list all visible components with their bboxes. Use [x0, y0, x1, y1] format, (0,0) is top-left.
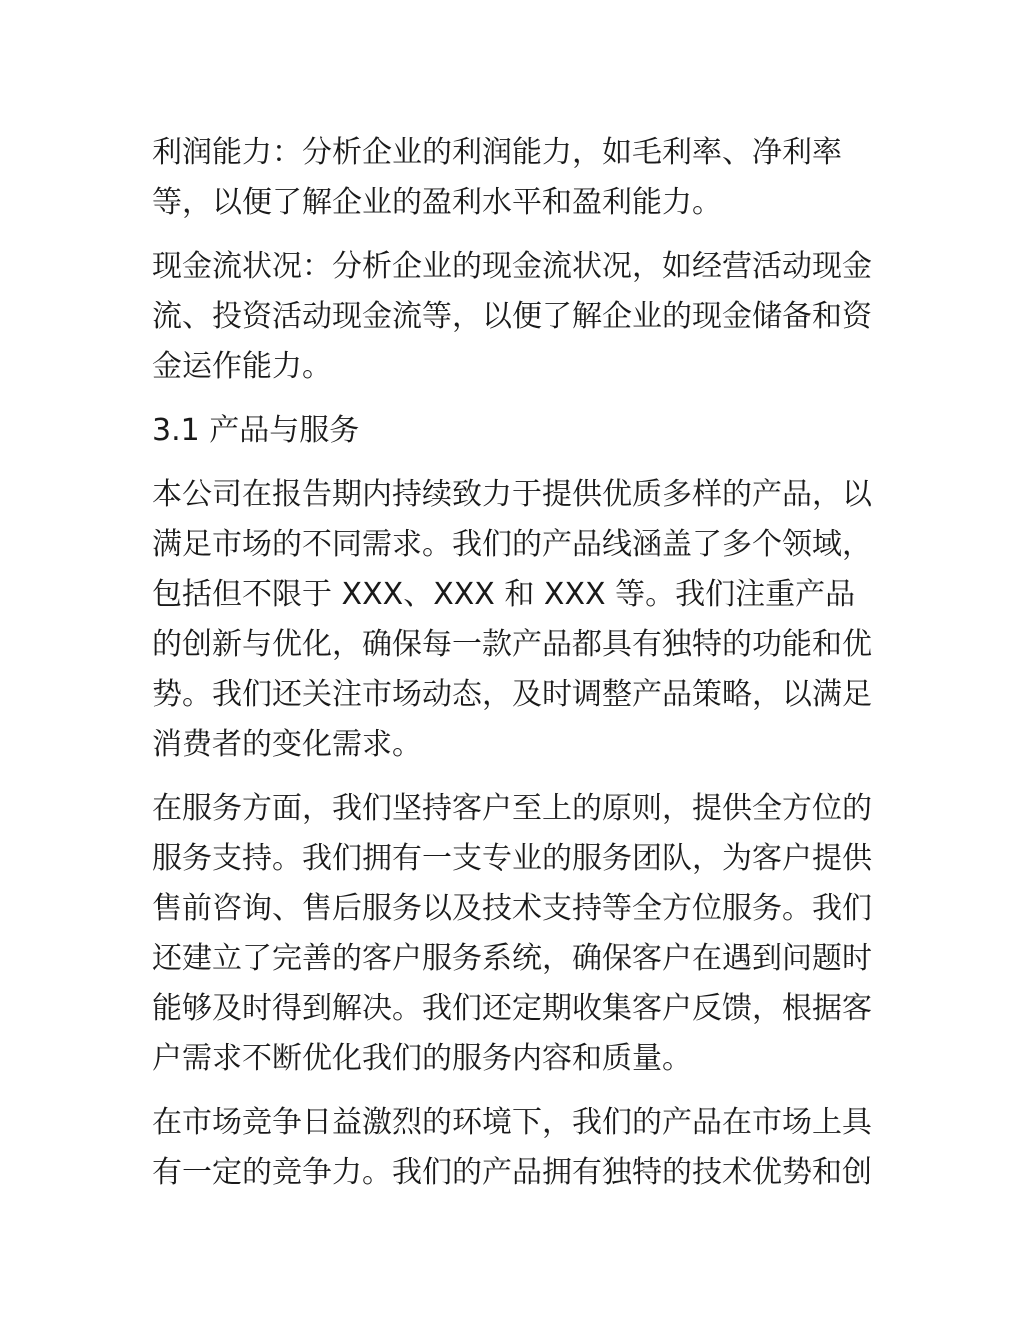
document-body [152, 128, 876, 1212]
paragraph-products: 本公司在报告期内持续致力于提供优质多样的产品，以 满足市场的不同需求。我们的产品线涵盖了多个领域， 包括但不限于 XXX、XXX 和 XXX 等。我们注重产品 的创新与优化，确保每一款产品都具有独特的功能和优 势。我们还关注市场动态，及时调整产品策略，以满足 消费者的变化需求。 [152, 477, 872, 762]
paragraph-cash-flow: 现金流状况：分析企业的现金流状况，如经营活动现金 流、投资活动现金流等，以便了解企业的现金储备和资 金运作能力。 [152, 249, 872, 384]
section-heading: 3.1 产品与服务 [152, 413, 360, 448]
paragraph-profitability: 利润能力：分析企业的利润能力，如毛利率、净利率 等，以便了解企业的盈利水平和盈利能力。 [152, 135, 842, 220]
paragraph-services: 在服务方面，我们坚持客户至上的原则，提供全方位的 服务支持。我们拥有一支专业的服务团队，为客户提供 售前咨询、售后服务以及技术支持等全方位服务。我们 还建立了完善的客户服务系统，确保客户在遇到问题时 能够及时得到解决。我们还定期收集客户反馈，根据客 户需求不断优化我们的服务内容和质量。 [152, 791, 872, 1076]
paragraph-competition: 在市场竞争日益激烈的环境下，我们的产品在市场上具 有一定的竞争力。我们的产品拥有独特的技术优势和创 [152, 1105, 872, 1190]
